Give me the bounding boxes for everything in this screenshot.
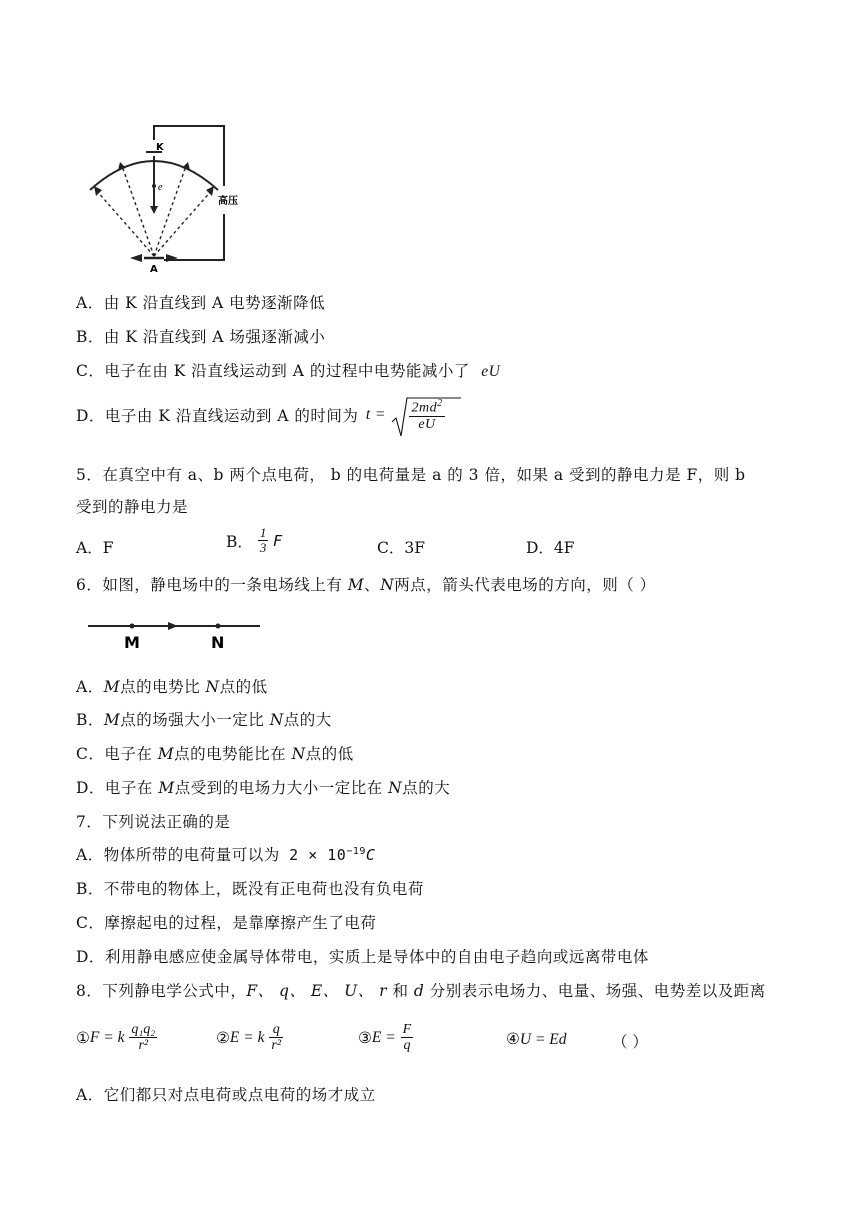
field-line-diagram xyxy=(88,616,264,652)
fig-label-n: N xyxy=(211,633,225,652)
q8-formula-1 xyxy=(76,1022,157,1054)
q5-stem-line1: 5．在真空中有 a、b 两个点电荷， b 的电荷量是 a 的 3 倍，如果 a 受到的静电力是 F，则 b xyxy=(76,466,746,484)
q5-option-b-label: B． xyxy=(226,532,253,551)
q5-option-a: A．F xyxy=(76,539,114,557)
q4-option-c xyxy=(76,359,500,381)
q8-option-a: A．它们都只对点电荷或点电荷的场才成立 xyxy=(76,1086,376,1104)
label-a: A xyxy=(150,264,158,274)
q8-stem-and: 和 xyxy=(387,982,414,1000)
q8-formula-4 xyxy=(506,1030,567,1049)
q6-b-pre: B． xyxy=(76,711,104,729)
q6-b-n: N xyxy=(269,711,284,729)
q8-formula-2 xyxy=(216,1022,283,1054)
q4-d-num: 2md xyxy=(411,400,438,416)
q6-b-m: M xyxy=(103,711,121,729)
electron-field-diagram xyxy=(84,122,254,274)
q8-f2-lhs: E = k xyxy=(229,1028,265,1046)
q6-d-mid: 点受到的电场力大小一定比在 xyxy=(174,779,389,797)
q6-d-m: M xyxy=(158,779,175,797)
q5-option-b xyxy=(226,526,282,556)
q6-a-mid: 点的电势比 xyxy=(120,678,206,696)
label-e: e xyxy=(158,182,163,193)
q8-formula-3 xyxy=(358,1022,413,1054)
q8-f2-num: q xyxy=(269,1022,283,1038)
q4-option-d xyxy=(76,398,445,432)
q6-b-mid: 点的场强大小一定比 xyxy=(120,711,270,729)
q6-a-post: 点的低 xyxy=(219,678,268,696)
q6-d-n: N xyxy=(388,779,403,797)
q6-stem-b: 两点，箭头代表电场的方向，则（ ） xyxy=(394,576,656,594)
q8-f4-label: ④ xyxy=(506,1030,520,1048)
q7-a-unit: C xyxy=(365,846,376,864)
q8-f1-lhs: F = k xyxy=(89,1028,125,1046)
q4-option-d-text: D．电子由 K 沿直线运动到 A 的时间为 xyxy=(76,407,359,426)
q8-f3-den: q xyxy=(403,1038,411,1054)
q6-option-a xyxy=(76,675,268,697)
q4-d-den: eU xyxy=(418,417,436,433)
q4-option-d-t: t = xyxy=(365,406,387,424)
q8-f1-num: q₁q₂ xyxy=(131,1022,156,1037)
q8-stem-vars: F、 q、 E、 U、 r xyxy=(246,982,388,1000)
fig-label-m: M xyxy=(124,633,140,652)
q6-c-n: N xyxy=(291,745,306,763)
q5-option-d: D．4F xyxy=(526,539,575,557)
q7-a-val: 2 × 10 xyxy=(289,846,347,864)
q7-stem: 7．下列说法正确的是 xyxy=(76,813,231,831)
q8-f1-den: r² xyxy=(138,1038,149,1054)
q5-stem-line2: 受到的静电力是 xyxy=(76,498,189,516)
q8-f3-label: ③ xyxy=(358,1028,372,1047)
q4-option-a: A．由 K 沿直线到 A 电势逐渐降低 xyxy=(76,294,326,312)
q7-option-b: B．不带电的物体上，既没有正电荷也没有负电荷 xyxy=(76,880,424,898)
q4-d-num-exp: 2 xyxy=(437,398,443,409)
q8-stem-d: d xyxy=(413,982,425,1000)
q7-a-value xyxy=(289,846,375,864)
q8-answer-paren: （ ） xyxy=(612,1033,648,1051)
q8-stem-b: 分别表示电场力、电量、场强、电势差以及距离 xyxy=(424,982,766,1000)
q6-a-m: M xyxy=(103,678,121,696)
q6-c-pre: C．电子在 xyxy=(76,745,158,763)
q6-stem-n: N xyxy=(380,576,395,594)
q5-b-num: 1 xyxy=(259,525,267,540)
q5-b-var: F xyxy=(273,531,283,550)
q6-d-post: 点的大 xyxy=(402,779,451,797)
q8-stem-a: 8．下列静电学公式中， xyxy=(76,982,247,1000)
q6-stem-m: M xyxy=(347,576,365,594)
q4-option-c-math: eU xyxy=(481,363,501,380)
q4-option-c-text: C．电子在由 K 沿直线运动到 A 的过程中电势能减小了 xyxy=(76,362,470,380)
q6-d-pre: D．电子在 xyxy=(76,779,159,797)
q5-b-den: 3 xyxy=(259,540,267,556)
q7-option-a xyxy=(76,843,375,865)
q6-stem xyxy=(76,573,656,595)
q7-option-c: C．摩擦起电的过程，是靠摩擦产生了电荷 xyxy=(76,914,377,932)
q8-f2-label: ② xyxy=(216,1028,230,1047)
q6-a-n: N xyxy=(205,678,220,696)
q6-stem-a: 6．如图，静电场中的一条电场线上有 xyxy=(76,576,348,594)
q6-stem-sep: 、 xyxy=(364,576,381,594)
q6-a-pre: A． xyxy=(76,678,104,696)
q6-option-d xyxy=(76,776,450,798)
q8-f4-expr: U = Ed xyxy=(519,1031,567,1048)
label-k: K xyxy=(156,142,164,153)
q6-c-m: M xyxy=(157,745,175,763)
q8-f2-den: r² xyxy=(271,1038,282,1054)
q8-f3-lhs: E = xyxy=(371,1028,396,1046)
q4-option-d-sqrt xyxy=(391,398,444,432)
q6-option-c xyxy=(76,742,354,764)
q7-a-text: A．物体所带的电荷量可以为 xyxy=(76,846,280,864)
q7-option-d: D．利用静电感应使金属导体带电，实质上是导体中的自由电子趋向或远离带电体 xyxy=(76,948,649,966)
q7-a-exp: −19 xyxy=(346,846,366,857)
q6-b-post: 点的大 xyxy=(283,711,332,729)
q8-f1-label: ① xyxy=(76,1028,90,1047)
q4-option-b: B．由 K 沿直线到 A 场强逐渐减小 xyxy=(76,328,326,346)
q6-c-post: 点的低 xyxy=(305,745,354,763)
label-high-voltage: 高压 xyxy=(218,196,238,207)
q5-option-c: C．3F xyxy=(377,539,425,557)
q8-stem xyxy=(76,979,766,1001)
q6-option-b xyxy=(76,708,332,730)
q8-f3-num: F xyxy=(402,1022,412,1037)
q6-c-mid: 点的电势能比在 xyxy=(174,745,292,763)
